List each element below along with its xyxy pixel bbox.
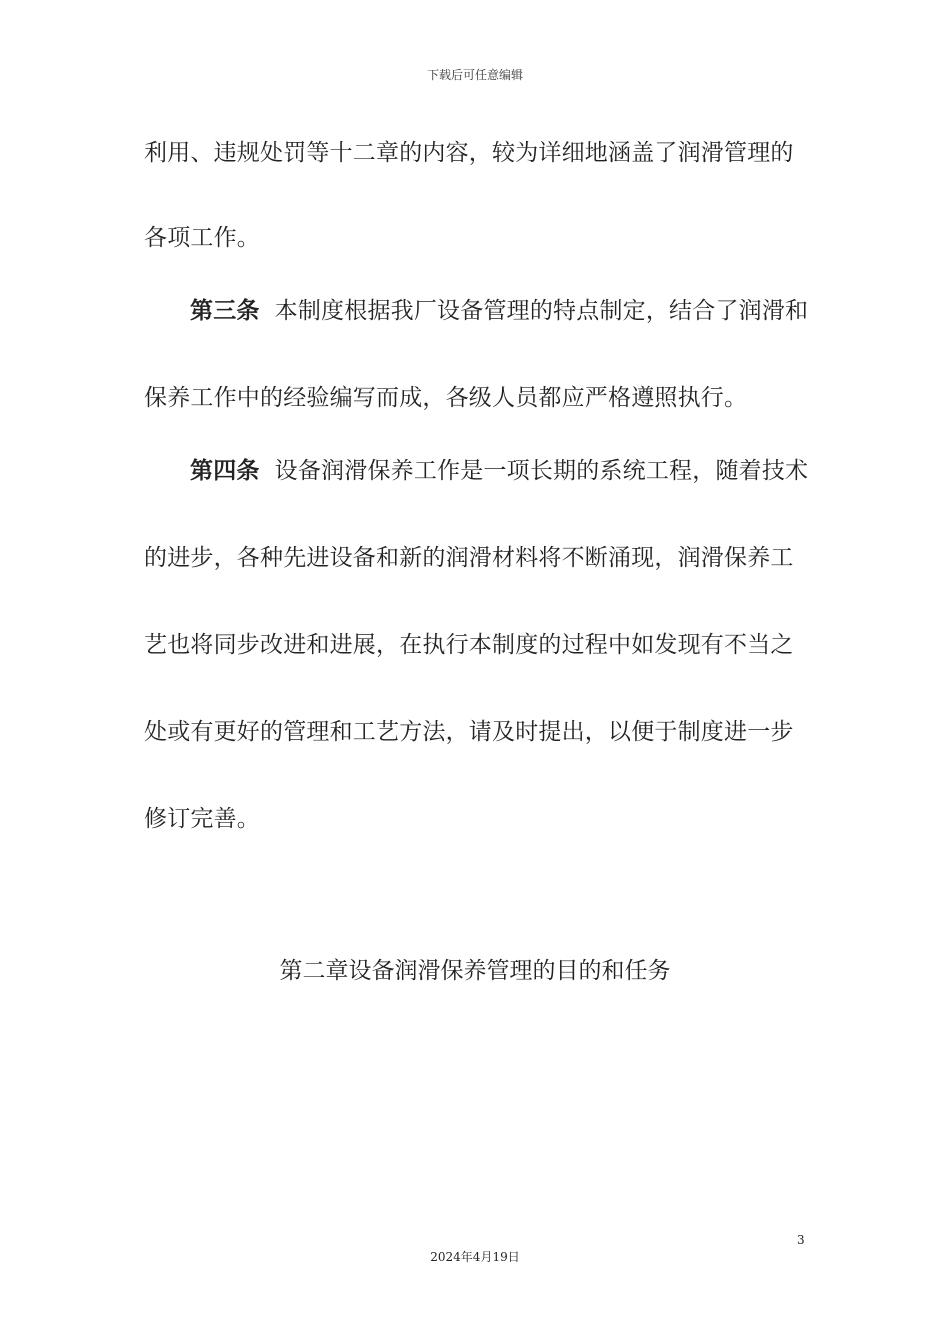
article-text: 设备润滑保养工作是一项长期的系统工程，随着技术 bbox=[274, 458, 809, 484]
body-line: 的进步，各种先进设备和新的润滑材料将不断涌现，润滑保养工 bbox=[144, 545, 794, 571]
page-number: 3 bbox=[797, 1233, 805, 1247]
article-4-line bbox=[190, 456, 808, 486]
footer-date: 2024年4月19日 bbox=[430, 1250, 520, 1264]
body-line: 处或有更好的管理和工艺方法，请及时提出，以便于制度进一步 bbox=[144, 719, 794, 745]
article-text: 本制度根据我厂设备管理的特点制定，结合了润滑和 bbox=[274, 298, 809, 324]
body-line: 利用、违规处罚等十二章的内容，较为详细地涵盖了润滑管理的 bbox=[144, 140, 794, 166]
body-line: 保养工作中的经验编写而成，各级人员都应严格遵照执行。 bbox=[144, 385, 748, 411]
page-header: 下载后可任意编辑 bbox=[426, 68, 523, 82]
body-line: 各项工作。 bbox=[144, 225, 260, 251]
body-line: 修订完善。 bbox=[144, 806, 260, 832]
article-3-line bbox=[190, 296, 808, 326]
body-line: 艺也将同步改进和进展，在执行本制度的过程中如发现有不当之 bbox=[144, 632, 794, 658]
chapter-title: 第二章设备润滑保养管理的目的和任务 bbox=[279, 958, 671, 984]
article-label: 第四条 bbox=[190, 458, 260, 484]
article-label: 第三条 bbox=[190, 298, 260, 324]
